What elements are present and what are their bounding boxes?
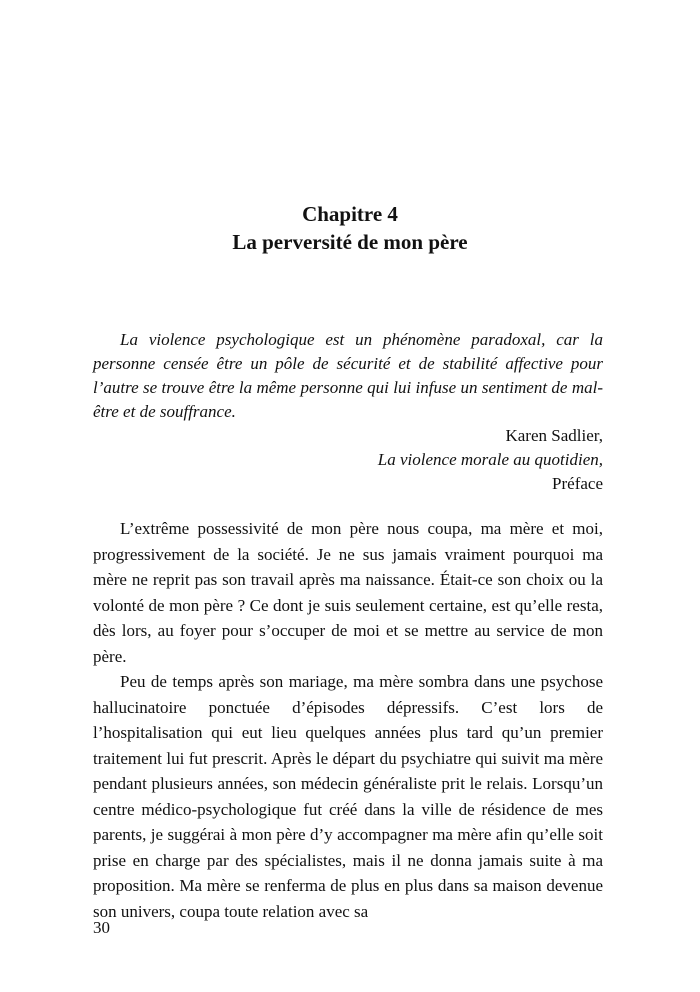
epigraph — [93, 328, 603, 496]
chapter-number: Chapitre 4 — [302, 202, 398, 226]
epigraph-book-title-text: La violence morale au quotidien, — [377, 450, 603, 469]
epigraph-book-title — [93, 448, 603, 472]
paragraph-2: Peu de temps après son mariage, ma mère sombra dans une psychose hallucinatoire ponctuée d’épisodes dépressifs. C’est lors de l’hospitalisation qui eut lieu quelques années plus tard qu’un premier traitement lui fut prescrit. Après le départ du psychiatre qui suivit ma mère pendant plusieurs années, son médecin généraliste prit le relais. Lorsqu’un centre médico-psychologique fut créé dans la ville de résidence de mes parents, je suggérai à mon père d’y accompagner ma mère afin qu’elle soit prise en charge par des spécialistes, mais il ne donna jamais suite à ma proposition. Ma mère se renferma de plus en plus dans sa maison devenue son univers, coupa toute relation avec sa — [93, 672, 603, 921]
epigraph-quote: La violence psychologique est un phénomène paradoxal, car la personne censée être un pôle de sécurité et de stabilité affective pour l’autre se trouve être la même personne qui lui infuse un sentiment de mal-être et de souffrance. — [93, 330, 603, 421]
chapter-heading — [0, 200, 700, 256]
epigraph-author: Karen Sadlier, — [505, 426, 603, 445]
epigraph-section: Préface — [552, 474, 603, 493]
chapter-title: La perversité de mon père — [232, 230, 468, 254]
body-text — [93, 516, 603, 924]
page-number: 30 — [93, 918, 110, 937]
paragraph-1: L’extrême possessivité de mon père nous coupa, ma mère et moi, progressivement de la société. Je ne sus jamais vraiment pourquoi ma mère ne reprit pas son travail après ma naissance. Était-ce son choix ou la volonté de mon père ? Ce dont je suis seulement certaine, est qu’elle resta, dès lors, au foyer pour s’occuper de moi et se mettre au service de mon père. — [93, 519, 603, 666]
